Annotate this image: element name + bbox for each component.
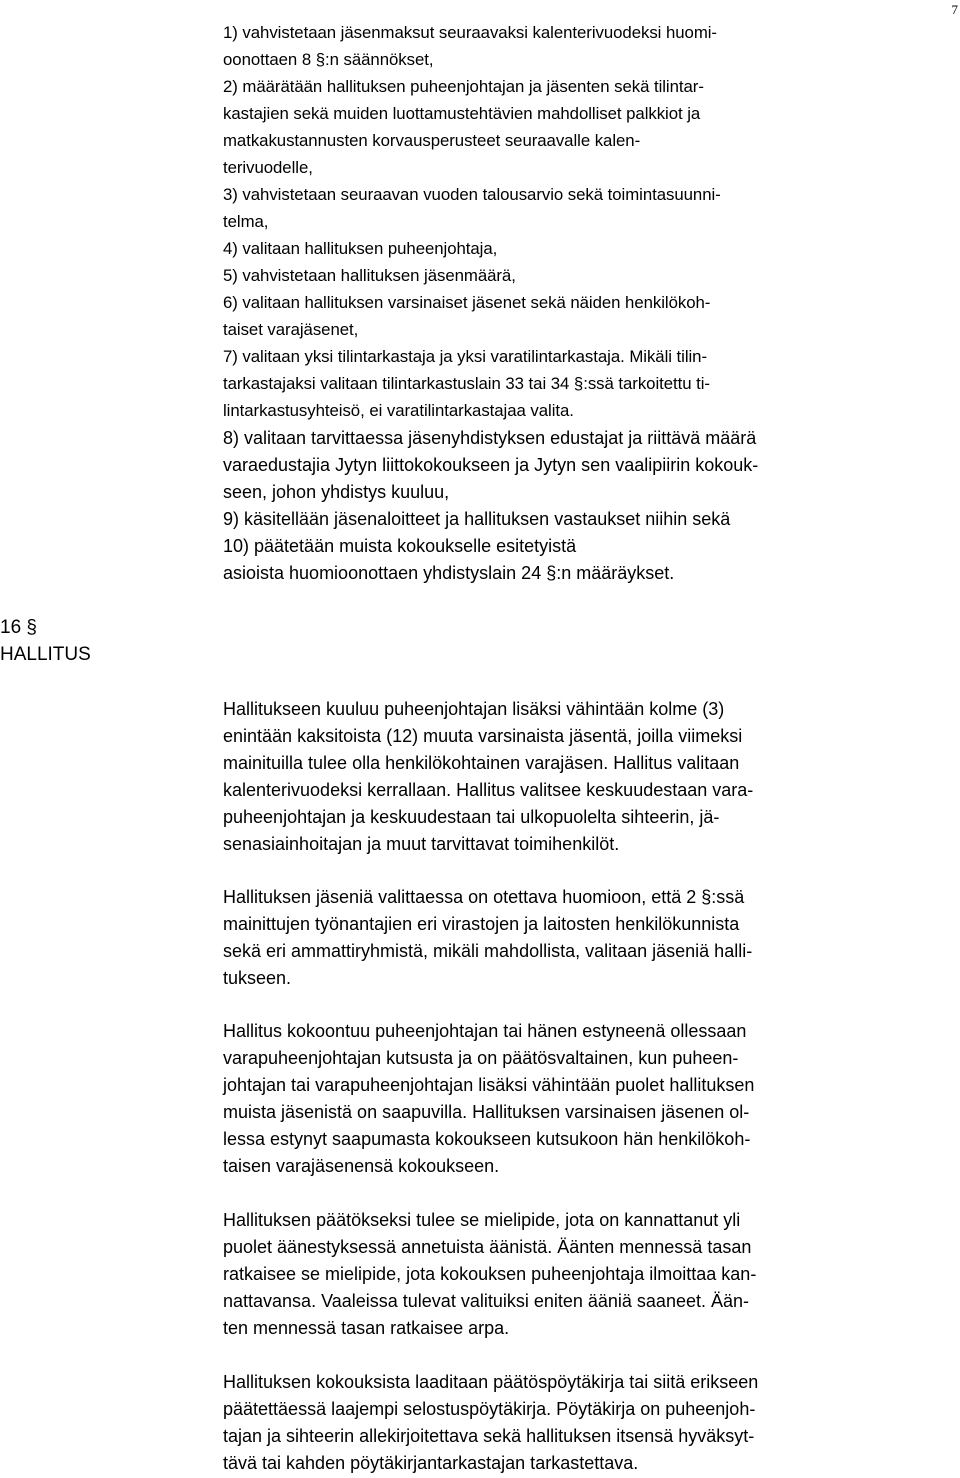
paragraph-line: johtajan tai varapuheenjohtajan lisäksi vähintään puolet hallituksen [223, 1075, 755, 1095]
paragraph-line: Hallituksen jäseniä valittaessa on otettava huomioon, että 2 §:ssä [223, 887, 745, 907]
paragraph-line: puheenjohtajan ja keskuudestaan tai ulkopuolelta sihteerin, jä- [223, 807, 720, 827]
section-heading [0, 614, 91, 668]
agenda-line: oonottaen 8 §:n säännökset, [223, 50, 434, 69]
paragraph-line: nattavansa. Vaaleissa tulevat valituiksi eniten ääniä saaneet. Ään- [223, 1291, 749, 1311]
agenda-line: 3) vahvistetaan seuraavan vuoden talousarvio sekä toimintasuunni- [223, 185, 721, 204]
paragraph-line: senasiainhoitajan ja muut tarvittavat toimihenkilöt. [223, 834, 620, 854]
paragraph-line: Hallitus kokoontuu puheenjohtajan tai hänen estyneenä ollessaan [223, 1021, 747, 1041]
paragraph-line: Hallitukseen kuuluu puheenjohtajan lisäksi vähintään kolme (3) [223, 699, 725, 719]
agenda-line: 1) vahvistetaan jäsenmaksut seuraavaksi kalenterivuodeksi huomi- [223, 23, 717, 42]
paragraph-line: ratkaisee se mielipide, jota kokouksen puheenjohtaja ilmoittaa kan- [223, 1264, 757, 1284]
paragraph-line: mainittujen työnantajien eri virastojen ja laitosten henkilökunnista [223, 914, 740, 934]
agenda-line: kastajien sekä muiden luottamustehtävien mahdolliset palkkiot ja [223, 104, 701, 123]
paragraph-line: tävä tai kahden pöytäkirjantarkastajan tarkastettava. [223, 1453, 639, 1473]
paragraph-line: kalenterivuodeksi kerrallaan. Hallitus valitsee keskuudestaan vara- [223, 780, 754, 800]
paragraph-line: päätettäessä laajempi selostuspöytäkirja. Pöytäkirja on puheenjoh- [223, 1399, 756, 1419]
paragraph-line: ten mennessä tasan ratkaisee arpa. [223, 1318, 510, 1338]
agenda-line: 2) määrätään hallituksen puheenjohtajan ja jäsenten sekä tilintar- [223, 77, 704, 96]
paragraph-line: varapuheenjohtajan kutsusta ja on päätösvaltainen, kun puheen- [223, 1048, 739, 1068]
agenda-line: tarkastajaksi valitaan tilintarkastuslain 33 tai 34 §:ssä tarkoitettu ti- [223, 374, 710, 393]
agenda-line: 8) valitaan tarvittaessa jäsenyhdistyksen edustajat ja riittävä määrä [223, 428, 757, 448]
section-title: HALLITUS [0, 644, 91, 665]
paragraph-line: taisen varajäsenensä kokoukseen. [223, 1156, 500, 1176]
agenda-line: seen, johon yhdistys kuuluu, [223, 482, 450, 502]
agenda-line: matkakustannusten korvausperusteet seuraavalle kalen- [223, 131, 641, 150]
paragraph-line: lessa estynyt saapumasta kokoukseen kutsukoon hän henkilökoh- [223, 1129, 751, 1149]
page-number: 7 [951, 2, 958, 17]
paragraph-line: mainituilla tulee olla henkilökohtainen varajäsen. Hallitus valitaan [223, 753, 740, 773]
paragraph-line: tajan ja sihteerin allekirjoitettava sekä hallituksen itsensä hyväksyt- [223, 1426, 755, 1446]
paragraph-line: Hallituksen kokouksista laaditaan päätöspöytäkirja tai siitä erikseen [223, 1372, 759, 1392]
agenda-line: taiset varajäsenet, [223, 320, 359, 339]
paragraph-line: muista jäsenistä on saapuvilla. Hallituksen varsinaisen jäsenen ol- [223, 1102, 750, 1122]
agenda-line: 9) käsitellään jäsenaloitteet ja hallituksen vastaukset niihin sekä [223, 509, 731, 529]
agenda-line: 10) päätetään muista kokoukselle esitetyistä [223, 536, 577, 556]
agenda-line: varaedustajia Jytyn liittokokoukseen ja Jytyn sen vaalipiirin kokouk- [223, 455, 759, 475]
section-number: 16 § [0, 617, 37, 638]
agenda-line: 4) valitaan hallituksen puheenjohtaja, [223, 239, 498, 258]
paragraph-line: enintään kaksitoista (12) muuta varsinaista jäsentä, joilla viimeksi [223, 726, 743, 746]
paragraph-line: puolet äänestyksessä annetuista äänistä. Äänten mennessä tasan [223, 1237, 752, 1257]
agenda-line: terivuodelle, [223, 158, 313, 177]
agenda-line: telma, [223, 212, 269, 231]
agenda-line: 5) vahvistetaan hallituksen jäsenmäärä, [223, 266, 516, 285]
paragraph-line: Hallituksen päätökseksi tulee se mielipide, jota on kannattanut yli [223, 1210, 741, 1230]
agenda-line: 7) valitaan yksi tilintarkastaja ja yksi varatilintarkastaja. Mikäli tilin- [223, 347, 708, 366]
agenda-line: 6) valitaan hallituksen varsinaiset jäsenet sekä näiden henkilökoh- [223, 293, 711, 312]
agenda-line: lintarkastusyhteisö, ei varatilintarkastajaa valita. [223, 401, 574, 420]
paragraph-line: sekä eri ammattiryhmistä, mikäli mahdollista, valitaan jäseniä halli- [223, 941, 753, 961]
paragraph-line: tukseen. [223, 968, 292, 988]
agenda-line: asioista huomioonottaen yhdistyslain 24 §:n määräykset. [223, 563, 675, 583]
